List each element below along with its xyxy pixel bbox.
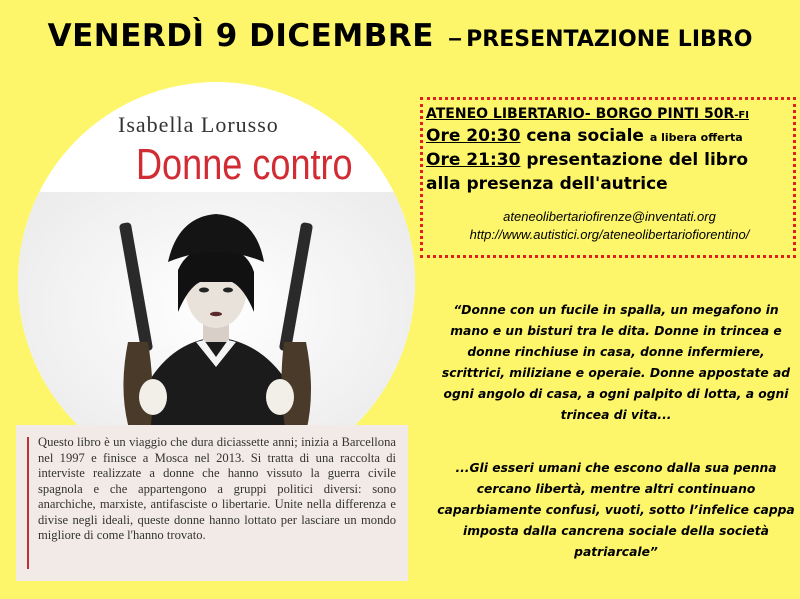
event-title: PRESENTAZIONE LIBRO [466, 27, 753, 52]
book-cover [18, 82, 415, 482]
dinner-text: cena sociale [520, 126, 650, 146]
dinner-time: Ore 20:30 [426, 126, 521, 146]
schedule-author [426, 174, 793, 194]
presentation-time: Ore 21:30 [426, 150, 521, 170]
page-header [0, 18, 800, 54]
venue [426, 106, 793, 122]
book-author: Isabella Lorusso [118, 112, 279, 137]
venue-name: ATENEO LIBERTARIO- BORGO PINTI 50R [426, 106, 735, 122]
schedule-presentation [426, 150, 793, 170]
dinner-note: a libera offerta [649, 131, 743, 144]
description-text: Questo libro è un viaggio che dura diciassette anni; inizia a Barcellona nel 1997 e finisce a Mosca nel 2013. Si tratta di una raccolta di interviste realizzate a donne che hanno vissuto la guerra civile spagnola e che appartengono a gruppi politici diversi: sono anarchiche, marxiste, antifasciste o libertarie. Unite nella differenza e divise negli ideali, queste donne hanno lottato per lasciare un mondo migliore di come l'hanno trovato. [38, 435, 396, 542]
quote-second: ...Gli esseri umani che escono dalla sua penna cercano libertà, mentre altri continuano caparbiamente confusi, vuoti, sotto l’infelice cappa imposta dalla cancrena sociale della società patriarcale” [437, 461, 795, 559]
contact-links [426, 208, 793, 244]
email-link[interactable]: ateneolibertariofirenze@inventati.org [503, 209, 716, 224]
event-date: VENERDÌ 9 DICEMBRE [47, 18, 434, 54]
presentation-text: presentazione del libro [520, 150, 749, 170]
venue-suffix: -FI [734, 110, 749, 121]
header-separator: – [448, 25, 462, 52]
schedule-dinner [426, 126, 793, 146]
author-presence-text: alla presenza dell'autrice [426, 174, 668, 194]
event-info-box [420, 97, 796, 258]
book-title: Donne contro [136, 140, 353, 189]
quote-first: “Donne con un fucile in spalla, un megafono in mano e un bisturi tra le dita. Donne in trincea e donne rinchiuse in casa, donne infermiere, scrittrici, miliziane e operaie. Donne appostate ad ogni angolo di casa, a ogni palpito di lotta, a ogni trincea di vita... [441, 303, 791, 422]
quote-bar [27, 437, 29, 569]
website-link[interactable]: http://www.autistici.org/ateneolibertariofiorentino/ [469, 227, 750, 242]
book-description [16, 425, 408, 581]
